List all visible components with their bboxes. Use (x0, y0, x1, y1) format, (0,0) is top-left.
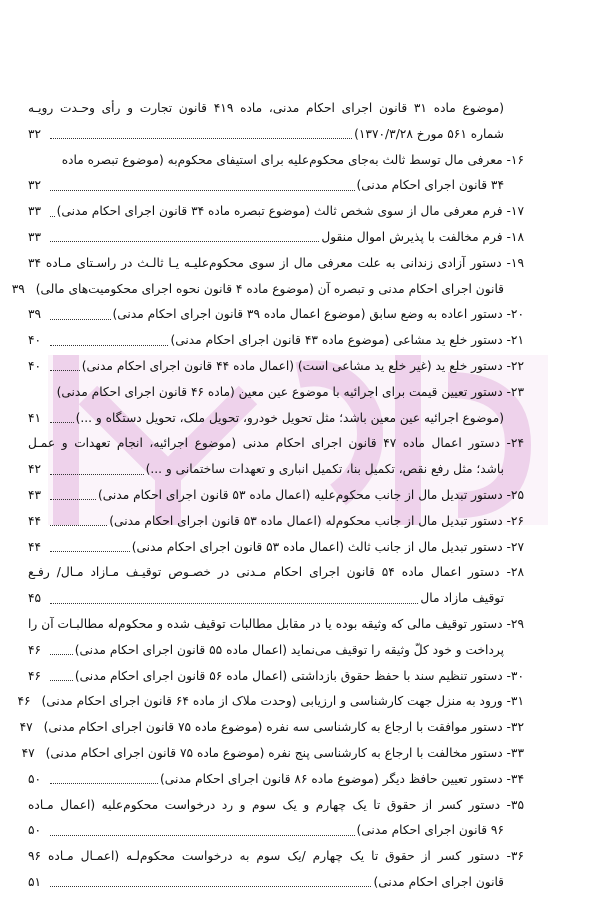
toc-line (28, 251, 524, 277)
toc-entry-text: ۲۵- دستور تبدیل مال از جانب محکوم‌علیه (اعمال ماده ۵۳ قانون اجرای احکام مدنی) (98, 487, 524, 502)
dot-leader (50, 603, 418, 604)
toc-entry-text: (موضوع ماده ۳۱ قانون اجرای احکام مدنی، ماده ۴۱۹ قانون تجارت و رأی وحـدت رویـه (28, 101, 504, 115)
dot-leader (50, 654, 73, 655)
dot-leader (50, 422, 74, 423)
toc-entry-text: ۲۹- دستور توقیف مالی که وثیقه بوده یا در مقابل مطالبات توقیف شده و محکوم‌له مطالبـات آن را (28, 616, 524, 631)
toc-line (28, 818, 524, 844)
toc-line (28, 844, 524, 870)
toc-line (28, 431, 524, 457)
toc-line (28, 767, 524, 793)
toc-line (28, 457, 524, 483)
toc-line (28, 96, 524, 122)
toc-line (19, 715, 524, 741)
toc-entry-text: قانون اجرای احکام مدنی و تبصره آن (موضوع ماده ۴ قانون نحوه اجرای محکومیت‌های مالی) (35, 281, 504, 296)
table-of-contents (11, 96, 524, 896)
toc-entry-text: ۳۳- دستور مخالفت با ارجاع به کارشناسی پنج نفره (موضوع ماده ۷۵ قانون اجرای احکام مدنی) (45, 745, 524, 760)
page-number: ۴۰ (28, 333, 42, 348)
toc-line (28, 483, 524, 509)
toc-line (28, 560, 524, 586)
page-number: ۴۷ (19, 720, 33, 735)
dot-leader (50, 783, 158, 784)
toc-entry-text: (موضوع اجرائیه عین معین باشد؛ مثل تحویل خودرو، تحویل ملک، تحویل دستگاه و ...) (75, 410, 504, 425)
toc-entry-text: ۱۷- فرم معرفی مال از سوی شخص ثالث (موضوع تبصره ماده ۳۴ قانون اجرای احکام مدنی) (56, 204, 524, 219)
dot-leader (50, 216, 55, 217)
page-number: ۴۴ (28, 539, 42, 554)
toc-line (28, 638, 524, 664)
toc-line (28, 793, 524, 819)
toc-entry-text: ۲۳- دستور تعیین قیمت برای اجرائیه با موضوع عین معین (ماده ۴۶ قانون اجرای احکام مدنی) (56, 384, 524, 399)
toc-entry-text: ۱۹- دستور آزادی زندانی به علت معرفی مال از سوی محکوم‌علیـه یـا ثالـث در راسـتای مـاده ۳۴ (28, 255, 524, 270)
dot-leader (50, 551, 130, 552)
page-number: ۳۳ (28, 204, 42, 219)
toc-entry-text: ۲۱- دستور خلع ید مشاعی (موضوع ماده ۴۳ قانون اجرای احکام مدنی) (170, 333, 524, 348)
toc-line (28, 225, 524, 251)
page-number: ۴۶ (28, 642, 42, 657)
toc-line (28, 612, 524, 638)
toc-entry-text: باشد؛ مثل رفع نقص، تکمیل بنا، تکمیل انباری و تعهدات ساختمانی و ...) (145, 462, 504, 477)
dot-leader (50, 499, 96, 500)
toc-entry-text: شماره ۵۶۱ مورخ ۱۳۷۰/۳/۲۸) (354, 126, 504, 141)
dot-leader (50, 525, 107, 526)
toc-line (28, 122, 524, 148)
page-number: ۴۶ (17, 694, 31, 709)
toc-entry-text: ۳۱- ورود به منزل جهت کارشناسی و ارزیابی (وحدت ملاک از ماده ۶۴ قانون اجرای احکام مدنی) (41, 694, 524, 709)
toc-entry-text: ۲۶- دستور تبدیل مال از جانب محکوم‌له (اعمال ماده ۵۳ قانون اجرای احکام مدنی) (109, 513, 524, 528)
toc-line (28, 535, 524, 561)
toc-entry-text: ۲۲- دستور خلع ید (غیر خلع ید مشاعی است) (اعمال ماده ۴۴ قانون اجرای احکام مدنی) (81, 358, 524, 373)
toc-entry-text: قانون اجرای احکام مدنی) (373, 874, 504, 889)
toc-line (28, 406, 524, 432)
page-number: ۳۹ (28, 307, 42, 322)
toc-line (28, 870, 524, 896)
toc-entry-text: ۱۶- معرفی مال توسط ثالث به‌جای محکوم‌علیه برای استیفای محکوم‌به (موضوع تبصره ماده (61, 152, 524, 167)
page-number: ۵۰ (28, 823, 42, 838)
toc-entry-text: ۳۲- دستور موافقت با ارجاع به کارشناسی سه نفره (موضوع ماده ۷۵ قانون اجرای احکام مدنی) (43, 720, 524, 735)
toc-line (11, 277, 524, 303)
toc-line (28, 199, 524, 225)
dot-leader (50, 319, 111, 320)
page-number: ۴۷ (21, 745, 35, 760)
toc-line (21, 741, 524, 767)
dot-leader (50, 345, 168, 346)
toc-entry-text: ۲۷- دستور تبدیل مال از جانب ثالث (اعمال ماده ۵۳ قانون اجرای احکام مدنی) (131, 539, 524, 554)
page-number: ۴۴ (28, 513, 42, 528)
toc-entry-text: ۱۸- فرم مخالفت با پذیرش اموال منقول (321, 229, 524, 244)
toc-entry-text: ۳۶- دستور کسر از حقوق تا یک چهارم /یک سوم به درخواست محکوم‌لـه (اعمـال مـاده ۹۶ (28, 849, 524, 864)
page-number: ۳۲ (28, 178, 42, 193)
page-number: ۵۱ (28, 874, 42, 889)
page-number: ۴۳ (28, 487, 42, 502)
toc-entry-text: ۳۴ قانون اجرای احکام مدنی) (356, 178, 504, 193)
toc-entry-text: ۳۴- دستور تعیین حافظ دیگر (موضوع ماده ۸۶ قانون اجرای احکام مدنی) (160, 771, 524, 786)
toc-entry-text: ۳۵- دستور کسر از حقوق تا یک چهارم و یک سوم و رد درخواست محکوم‌علیه (اعمال مـاده (28, 797, 524, 812)
toc-entry-text: ۹۶ قانون اجرای احکام مدنی) (356, 823, 504, 838)
page-number: ۴۵ (28, 591, 42, 606)
toc-entry-text: ۲۴- دستور اعمال ماده ۴۷ قانون اجرای احکام مدنی (موضوع اجرائیه، انجام تعهدات و عمـل (28, 436, 524, 451)
page-number: ۴۰ (28, 358, 42, 373)
toc-entry-text: ۳۰- دستور تنظیم سند با حفظ حقوق بازداشتی (اعمال ماده ۵۶ قانون اجرای احکام مدنی) (74, 668, 524, 683)
page-number: ۴۶ (28, 668, 42, 683)
toc-line (28, 380, 524, 406)
toc-entry-text: توقیف مازاد مال (420, 591, 504, 606)
toc-entry-text: ۲۸- دستور اعمال ماده ۵۴ قانون اجرای احکام مـدنی در خصـوص توقیـف مـازاد مـال/ رفـع (28, 565, 524, 580)
page-number: ۳۳ (28, 229, 42, 244)
toc-line (28, 302, 524, 328)
toc-line (28, 173, 524, 199)
toc-entry-text: پرداخت و خود کلّ وثیقه را توقیف می‌نماید (اعمال ماده ۵۵ قانون اجرای احکام مدنی) (74, 642, 504, 657)
toc-line (28, 664, 524, 690)
page-number: ۴۱ (28, 410, 42, 425)
toc-line (28, 328, 524, 354)
toc-line (28, 148, 524, 174)
dot-leader (50, 370, 80, 371)
dot-leader (50, 138, 352, 139)
page-number: ۳۲ (28, 126, 42, 141)
page-number: ۵۰ (28, 771, 42, 786)
toc-line (28, 586, 524, 612)
dot-leader (50, 241, 319, 242)
dot-leader (50, 886, 371, 887)
dot-leader (50, 190, 355, 191)
toc-line (17, 689, 524, 715)
page-number: ۳۹ (11, 281, 25, 296)
dot-leader (50, 680, 73, 681)
page-number: ۴۲ (28, 462, 42, 477)
toc-line (28, 509, 524, 535)
dot-leader (50, 835, 355, 836)
toc-line (28, 354, 524, 380)
toc-entry-text: ۲۰- دستور اعاده به وضع سابق (موضوع اعمال ماده ۳۹ قانون اجرای احکام مدنی) (112, 307, 524, 322)
dot-leader (50, 474, 144, 475)
